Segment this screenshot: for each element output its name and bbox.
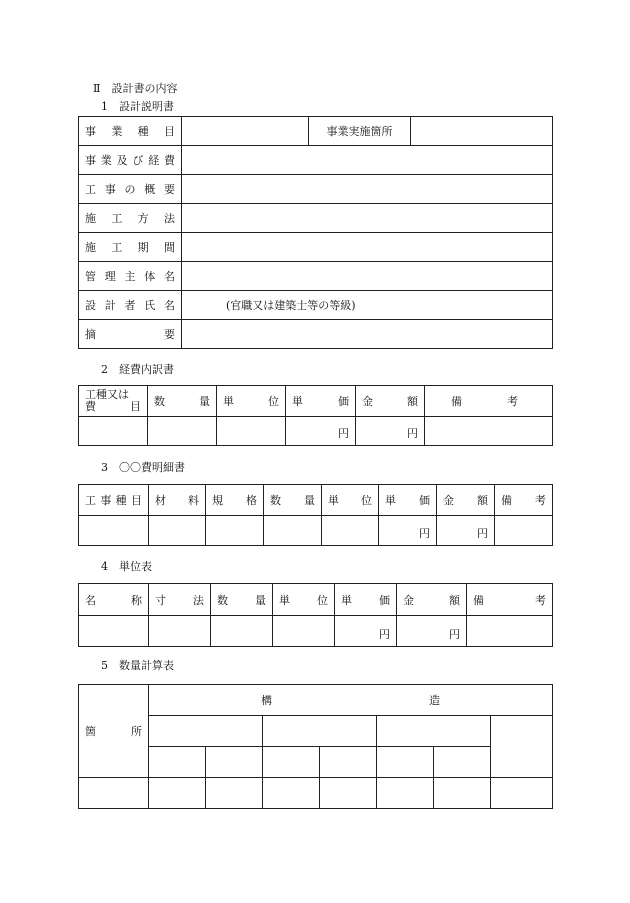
quantity-calc-table [78, 684, 553, 809]
label-char: 方 [137, 212, 149, 225]
header-suryo [264, 485, 322, 516]
label-char: 格 [246, 494, 257, 507]
row-label-kanri-shutai [79, 262, 182, 291]
header-biko [425, 386, 553, 417]
label-spread [155, 592, 204, 608]
data-cell [263, 778, 320, 809]
data-cell [79, 778, 149, 809]
label-char: 金 [403, 593, 414, 607]
impl-location-label: 事業実施箇所 [309, 117, 411, 146]
value-cell [411, 117, 553, 146]
yen-unit: 円 [286, 417, 356, 446]
header-kingaku [437, 485, 495, 516]
sub-header [377, 716, 491, 747]
cost-breakdown-table [78, 385, 553, 446]
label-char: 事 [85, 125, 96, 138]
row-label-jigyo-keihi [79, 146, 182, 175]
label-char: 単 [341, 593, 352, 607]
data-cell [211, 616, 273, 647]
label-char: 名 [164, 270, 175, 283]
value-cell [182, 262, 553, 291]
label-char: 備 [473, 593, 484, 607]
row-label-sekkeisha [79, 291, 182, 320]
data-cell [79, 516, 149, 546]
label-char: 備 [451, 395, 462, 408]
label-char: 費 [163, 154, 175, 167]
label-char: 工 [111, 241, 123, 254]
label-char: 単 [279, 593, 290, 607]
label-char: 位 [361, 494, 372, 507]
label-char: 理 [104, 270, 116, 283]
header-kingaku [397, 584, 467, 616]
structure-header [149, 685, 553, 716]
section-1-heading: 1 設計説明書 [101, 100, 174, 113]
value-cell [182, 117, 309, 146]
label-char: 設 [85, 299, 96, 312]
label-char: 概 [144, 183, 156, 196]
yen-unit: 円 [397, 616, 467, 647]
label-char: 法 [193, 593, 204, 607]
value-cell [182, 146, 553, 175]
label-char: 施 [85, 241, 96, 254]
header-suryo [211, 584, 273, 616]
row-label-jigyo-shumoku [79, 117, 182, 146]
label-char: 数 [217, 593, 228, 607]
data-cell [273, 616, 335, 647]
label-spread [85, 123, 175, 139]
label-char: 事 [100, 494, 112, 507]
header-tanka [286, 386, 356, 417]
label-char: 主 [124, 270, 136, 283]
label-char: 備 [501, 494, 512, 507]
label-char: 価 [338, 395, 349, 408]
label-char: 目 [163, 125, 175, 138]
label-char: 称 [131, 593, 142, 607]
row-label-tekiyo [79, 320, 182, 349]
label-char: 量 [199, 395, 210, 408]
section-5-heading: 5 数量計算表 [101, 659, 174, 672]
yen-unit: 円 [437, 516, 495, 546]
label-char: 金 [443, 494, 454, 507]
label-spread [85, 326, 175, 342]
label-char: 種 [137, 125, 149, 138]
header-kingaku [356, 386, 425, 417]
label-char: の [124, 183, 136, 196]
label-char: 工 [85, 183, 96, 196]
label-char: 経 [148, 154, 160, 167]
sub-header [149, 716, 263, 747]
data-cell [320, 778, 377, 809]
label-char: 氏 [144, 299, 156, 312]
label-char: び [132, 154, 144, 167]
label-spread [85, 723, 142, 739]
label-char: 工 [111, 212, 123, 225]
label-char: 単 [385, 494, 396, 507]
label-spread [154, 393, 210, 409]
label-char: 単 [292, 395, 303, 408]
place-label [79, 685, 149, 778]
sub-header [149, 747, 206, 778]
label-char: 単 [223, 395, 234, 408]
label-char: 金 [362, 395, 373, 408]
data-cell [264, 516, 322, 546]
detail-cost-table [78, 484, 553, 546]
sub-header [263, 747, 320, 778]
label-char: 量 [255, 593, 266, 607]
section-4-heading: 4 単位表 [101, 560, 152, 573]
header-suryo [148, 386, 217, 417]
header-line-2b: 目 [130, 400, 141, 413]
unit-table [78, 583, 553, 647]
label-spread [403, 592, 460, 608]
data-cell [149, 516, 206, 546]
label-char: 名 [85, 593, 96, 607]
label-char: 単 [328, 494, 339, 507]
label-char: 考 [507, 395, 518, 408]
sub-header [377, 747, 434, 778]
label-char: 業 [111, 125, 123, 138]
designer-note: (官職又は建築士等の等級) [182, 291, 553, 320]
sub-header [320, 747, 377, 778]
data-cell [467, 616, 553, 647]
label-char: 摘 [85, 328, 96, 341]
data-cell [377, 778, 434, 809]
label-spread [328, 492, 372, 508]
header-kikaku [206, 485, 264, 516]
label-char: 箇 [85, 725, 96, 738]
data-cell [206, 516, 264, 546]
sub-header [206, 747, 263, 778]
value-cell [182, 233, 553, 262]
data-cell [491, 778, 553, 809]
yen-unit: 円 [335, 616, 397, 647]
label-spread [85, 268, 175, 284]
label-char: 料 [188, 494, 199, 507]
label-char: 施 [85, 212, 96, 225]
label-char: 法 [163, 212, 175, 225]
label-char: 位 [317, 593, 328, 607]
label-spread [217, 592, 266, 608]
data-cell [149, 778, 206, 809]
label-spread [501, 492, 546, 508]
value-cell [182, 175, 553, 204]
structure-char-a: 構 [261, 694, 272, 707]
header-koji-shumoku [79, 485, 149, 516]
data-cell [149, 616, 211, 647]
label-spread [85, 152, 175, 168]
sub-header [434, 747, 491, 778]
label-spread [85, 239, 175, 255]
structure-char-b: 造 [429, 694, 441, 707]
row-label-seko-hoho [79, 204, 182, 233]
label-spread [292, 393, 349, 409]
label-char: 名 [164, 299, 175, 312]
label-char: 期 [137, 241, 149, 254]
label-char: 計 [104, 299, 116, 312]
section-2-heading: 2 経費内訳書 [101, 363, 174, 376]
label-char: 価 [379, 593, 390, 607]
label-char: 額 [449, 593, 460, 607]
label-char: 間 [163, 241, 175, 254]
label-spread [155, 492, 199, 508]
header-sunpo [149, 584, 211, 616]
data-cell [79, 417, 148, 446]
data-cell [495, 516, 553, 546]
label-char: 工 [85, 494, 96, 507]
header-zairyo [149, 485, 206, 516]
label-spread [85, 181, 175, 197]
structure-spread [261, 692, 440, 708]
label-char: 業 [100, 154, 112, 167]
label-spread [443, 492, 488, 508]
data-cell [206, 778, 263, 809]
label-char: 数 [154, 395, 165, 408]
label-spread [385, 492, 430, 508]
header-tani [217, 386, 286, 417]
label-char: 考 [535, 494, 546, 507]
label-char: 額 [407, 395, 418, 408]
header-koshu-himoku [79, 386, 148, 417]
label-char: 要 [164, 183, 175, 196]
header-tanka [335, 584, 397, 616]
label-spread [473, 592, 546, 608]
value-cell [182, 204, 553, 233]
label-char: 体 [144, 270, 156, 283]
label-char: 種 [115, 494, 127, 507]
header-line-1: 工種又は [85, 388, 129, 401]
section-3-heading: 3 〇〇費明細書 [101, 461, 185, 474]
label-spread [85, 492, 142, 508]
label-char: 量 [304, 494, 315, 507]
label-char: 位 [268, 395, 279, 408]
label-spread [451, 393, 518, 409]
yen-unit: 円 [379, 516, 437, 546]
label-spread [223, 393, 279, 409]
header-line-2a: 費 [85, 400, 96, 413]
header-tani [322, 485, 379, 516]
label-char: 数 [270, 494, 281, 507]
row-label-koji-gaiyo [79, 175, 182, 204]
label-char: 要 [164, 328, 175, 341]
label-spread [85, 592, 142, 608]
data-cell [425, 417, 553, 446]
header-biko [467, 584, 553, 616]
label-spread [212, 492, 257, 508]
label-char: 額 [477, 494, 488, 507]
yen-unit: 円 [356, 417, 425, 446]
label-char: 考 [535, 593, 546, 607]
page-title: Ⅱ 設計書の内容 [93, 82, 178, 95]
data-cell [322, 516, 379, 546]
design-description-table [78, 116, 553, 349]
header-line-2 [85, 401, 141, 413]
label-char: 価 [419, 494, 430, 507]
label-char: 規 [212, 494, 223, 507]
label-char: 寸 [155, 593, 166, 607]
label-spread [279, 592, 328, 608]
sub-header [263, 716, 377, 747]
label-char: 者 [124, 299, 136, 312]
label-spread [85, 210, 175, 226]
label-char: 事 [104, 183, 116, 196]
label-char: 目 [130, 494, 142, 507]
label-spread [362, 393, 418, 409]
value-cell [182, 320, 553, 349]
header-tani [273, 584, 335, 616]
label-spread [85, 297, 175, 313]
label-spread [341, 592, 390, 608]
label-char: 及 [116, 154, 128, 167]
header-biko [495, 485, 553, 516]
data-cell [217, 417, 286, 446]
header-tanka [379, 485, 437, 516]
sub-header [491, 716, 553, 778]
label-char: 材 [155, 494, 166, 507]
row-label-seko-kikan [79, 233, 182, 262]
header-meisho [79, 584, 149, 616]
data-cell [79, 616, 149, 647]
label-char: 管 [85, 270, 96, 283]
label-char: 事 [85, 154, 96, 167]
label-char: 所 [131, 725, 142, 738]
data-cell [148, 417, 217, 446]
data-cell [434, 778, 491, 809]
label-spread [270, 492, 315, 508]
